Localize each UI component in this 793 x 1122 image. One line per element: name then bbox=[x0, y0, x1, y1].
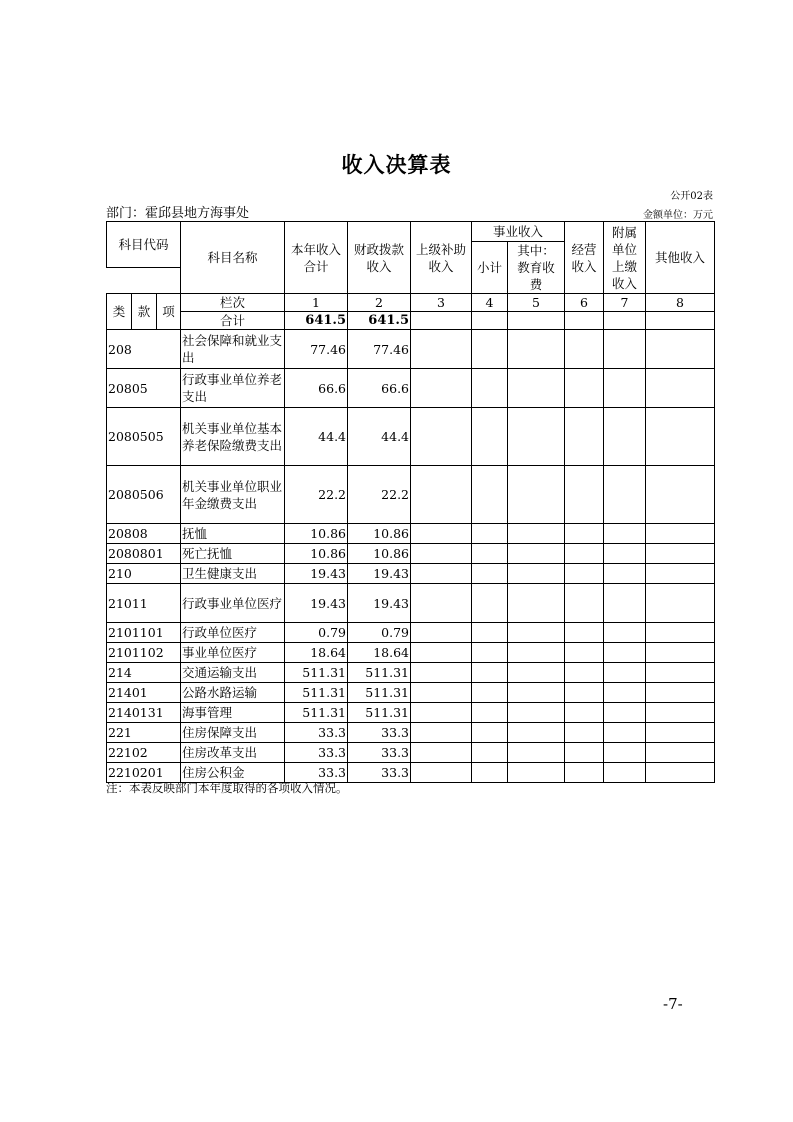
empty-cell bbox=[646, 643, 715, 663]
row-income: 10.86 bbox=[285, 524, 348, 544]
table-note: 注：本表反映部门本年度取得的各项收入情况。 bbox=[106, 781, 348, 795]
empty-cell bbox=[411, 683, 472, 703]
empty-cell bbox=[565, 544, 604, 564]
row-code: 2101102 bbox=[107, 643, 181, 663]
table-row bbox=[107, 663, 715, 683]
row-income: 511.31 bbox=[285, 663, 348, 683]
empty-cell bbox=[411, 623, 472, 643]
col-num-2: 2 bbox=[348, 294, 411, 312]
row-name: 住房改革支出 bbox=[181, 743, 285, 763]
empty-cell bbox=[565, 369, 604, 408]
empty-cell bbox=[508, 584, 565, 623]
empty-cell bbox=[508, 723, 565, 743]
row-code: 2080801 bbox=[107, 544, 181, 564]
row-name: 交通运输支出 bbox=[181, 663, 285, 683]
row-name: 事业单位医疗 bbox=[181, 643, 285, 663]
row-fiscal: 77.46 bbox=[348, 330, 411, 369]
row-income: 22.2 bbox=[285, 466, 348, 524]
header-subject-code: 科目代码 bbox=[107, 222, 181, 268]
row-name: 海事管理 bbox=[181, 703, 285, 723]
empty-cell bbox=[565, 763, 604, 783]
empty-cell bbox=[508, 564, 565, 584]
empty-cell bbox=[411, 643, 472, 663]
row-code: 2080505 bbox=[107, 408, 181, 466]
table-row bbox=[107, 369, 715, 408]
row-code: 221 bbox=[107, 723, 181, 743]
empty-cell bbox=[565, 683, 604, 703]
empty-cell bbox=[508, 330, 565, 369]
row-name: 行政单位医疗 bbox=[181, 623, 285, 643]
col-num-5: 5 bbox=[508, 294, 565, 312]
empty-cell bbox=[646, 663, 715, 683]
empty-cell bbox=[508, 544, 565, 564]
empty-cell bbox=[411, 544, 472, 564]
empty-cell bbox=[646, 544, 715, 564]
row-name: 行政事业单位养老支出 bbox=[181, 369, 285, 408]
empty-cell bbox=[508, 643, 565, 663]
empty-cell bbox=[508, 663, 565, 683]
row-code: 2080506 bbox=[107, 466, 181, 524]
empty-cell bbox=[472, 663, 508, 683]
row-code: 210 bbox=[107, 564, 181, 584]
row-fiscal: 22.2 bbox=[348, 466, 411, 524]
table-row bbox=[107, 723, 715, 743]
empty-cell bbox=[604, 564, 646, 584]
row-name: 机关事业单位职业年金缴费支出 bbox=[181, 466, 285, 524]
col-num-1: 1 bbox=[285, 294, 348, 312]
form-number: 公开02表 bbox=[670, 191, 713, 202]
header-other: 其他收入 bbox=[646, 222, 715, 294]
empty-cell bbox=[565, 584, 604, 623]
table-row bbox=[107, 683, 715, 703]
table-row bbox=[107, 564, 715, 584]
row-income: 33.3 bbox=[285, 743, 348, 763]
empty-cell bbox=[472, 723, 508, 743]
total-income-value: 641.5 bbox=[285, 312, 348, 330]
header-subtotal: 小计 bbox=[472, 242, 508, 294]
row-fiscal: 511.31 bbox=[348, 683, 411, 703]
row-name: 行政事业单位医疗 bbox=[181, 584, 285, 623]
row-income: 19.43 bbox=[285, 564, 348, 584]
table-row bbox=[107, 466, 715, 524]
table-row bbox=[107, 544, 715, 564]
empty-cell bbox=[472, 743, 508, 763]
row-code: 208 bbox=[107, 330, 181, 369]
empty-cell bbox=[565, 564, 604, 584]
empty-cell bbox=[646, 330, 715, 369]
row-income: 18.64 bbox=[285, 643, 348, 663]
empty-cell bbox=[508, 369, 565, 408]
row-fiscal: 66.6 bbox=[348, 369, 411, 408]
table-row bbox=[107, 643, 715, 663]
empty-cell bbox=[565, 330, 604, 369]
row-code: 22102 bbox=[107, 743, 181, 763]
page-number: -7- bbox=[663, 995, 683, 1013]
empty-cell bbox=[604, 369, 646, 408]
empty-cell bbox=[472, 544, 508, 564]
row-name: 社会保障和就业支出 bbox=[181, 330, 285, 369]
empty-cell bbox=[472, 408, 508, 466]
empty-cell bbox=[646, 683, 715, 703]
empty-cell bbox=[472, 330, 508, 369]
empty-cell bbox=[646, 743, 715, 763]
header-business-income: 事业收入 bbox=[472, 222, 565, 242]
row-fiscal: 511.31 bbox=[348, 703, 411, 723]
empty-cell bbox=[565, 703, 604, 723]
col-num-4: 4 bbox=[472, 294, 508, 312]
empty-cell bbox=[411, 743, 472, 763]
empty-cell bbox=[565, 743, 604, 763]
empty-cell bbox=[472, 369, 508, 408]
row-code: 214 bbox=[107, 663, 181, 683]
row-fiscal: 33.3 bbox=[348, 743, 411, 763]
empty-cell bbox=[411, 663, 472, 683]
empty-cell bbox=[472, 564, 508, 584]
row-fiscal: 33.3 bbox=[348, 763, 411, 783]
empty-cell bbox=[508, 466, 565, 524]
empty-cell bbox=[508, 743, 565, 763]
table-row bbox=[107, 584, 715, 623]
row-code: 20808 bbox=[107, 524, 181, 544]
table-row bbox=[107, 408, 715, 466]
table-row bbox=[107, 330, 715, 369]
empty-cell bbox=[646, 369, 715, 408]
empty-cell bbox=[411, 330, 472, 369]
row-code: 21011 bbox=[107, 584, 181, 623]
row-name: 公路水路运输 bbox=[181, 683, 285, 703]
row-income: 33.3 bbox=[285, 723, 348, 743]
header-fiscal: 财政拨款收入 bbox=[348, 222, 411, 294]
header-education-fee: 其中：教育收费 bbox=[508, 242, 565, 294]
row-name: 卫生健康支出 bbox=[181, 564, 285, 584]
total-fiscal-value: 641.5 bbox=[348, 312, 411, 330]
empty-cell bbox=[411, 584, 472, 623]
row-income: 19.43 bbox=[285, 584, 348, 623]
empty-cell bbox=[565, 408, 604, 466]
empty-cell bbox=[604, 330, 646, 369]
empty-cell bbox=[472, 623, 508, 643]
empty-cell bbox=[411, 524, 472, 544]
empty-cell bbox=[508, 408, 565, 466]
col-num-8: 8 bbox=[646, 294, 715, 312]
empty-cell bbox=[565, 524, 604, 544]
empty-cell bbox=[565, 723, 604, 743]
empty-cell bbox=[411, 408, 472, 466]
empty-cell bbox=[472, 683, 508, 703]
header-kuan: 款 bbox=[132, 294, 157, 330]
column-number-label: 栏次 bbox=[181, 294, 285, 312]
row-fiscal: 19.43 bbox=[348, 564, 411, 584]
empty-cell bbox=[565, 663, 604, 683]
empty-cell bbox=[508, 763, 565, 783]
empty-cell bbox=[646, 564, 715, 584]
empty-cell bbox=[604, 743, 646, 763]
row-code: 2140131 bbox=[107, 703, 181, 723]
header-affiliated: 附属单位上缴收入 bbox=[604, 222, 646, 294]
empty-cell bbox=[646, 703, 715, 723]
row-code: 2210201 bbox=[107, 763, 181, 783]
row-fiscal: 10.86 bbox=[348, 544, 411, 564]
row-fiscal: 33.3 bbox=[348, 723, 411, 743]
empty-cell bbox=[472, 524, 508, 544]
empty-cell bbox=[565, 623, 604, 643]
income-table bbox=[106, 221, 715, 783]
table-row bbox=[107, 703, 715, 723]
empty-cell bbox=[604, 466, 646, 524]
header-xiang: 项 bbox=[157, 294, 181, 330]
row-income: 0.79 bbox=[285, 623, 348, 643]
row-fiscal: 18.64 bbox=[348, 643, 411, 663]
col-num-3: 3 bbox=[411, 294, 472, 312]
row-name: 抚恤 bbox=[181, 524, 285, 544]
empty-cell bbox=[604, 623, 646, 643]
empty-cell bbox=[411, 369, 472, 408]
empty-cell bbox=[604, 763, 646, 783]
empty-cell bbox=[565, 643, 604, 663]
empty-cell bbox=[646, 584, 715, 623]
row-fiscal: 44.4 bbox=[348, 408, 411, 466]
header-lei: 类 bbox=[107, 294, 132, 330]
col-num-6: 6 bbox=[565, 294, 604, 312]
col-num-7: 7 bbox=[604, 294, 646, 312]
empty-cell bbox=[472, 703, 508, 723]
empty-cell bbox=[508, 683, 565, 703]
header-operating: 经营收入 bbox=[565, 222, 604, 294]
row-income: 33.3 bbox=[285, 763, 348, 783]
table-row bbox=[107, 623, 715, 643]
empty-cell bbox=[646, 466, 715, 524]
department-label: 部门：霍邱县地方海事处 bbox=[106, 206, 250, 221]
total-label: 合计 bbox=[181, 312, 285, 330]
empty-cell bbox=[472, 763, 508, 783]
row-name: 死亡抚恤 bbox=[181, 544, 285, 564]
row-income: 511.31 bbox=[285, 683, 348, 703]
row-fiscal: 0.79 bbox=[348, 623, 411, 643]
empty-cell bbox=[411, 763, 472, 783]
row-name: 住房保障支出 bbox=[181, 723, 285, 743]
empty-cell bbox=[646, 524, 715, 544]
empty-cell bbox=[508, 703, 565, 723]
empty-cell bbox=[646, 408, 715, 466]
header-superior-subsidy: 上级补助收入 bbox=[411, 222, 472, 294]
row-income: 44.4 bbox=[285, 408, 348, 466]
row-code: 2101101 bbox=[107, 623, 181, 643]
empty-cell bbox=[604, 683, 646, 703]
row-name: 机关事业单位基本养老保险缴费支出 bbox=[181, 408, 285, 466]
header-total-income: 本年收入合计 bbox=[285, 222, 348, 294]
table-row bbox=[107, 524, 715, 544]
empty-cell bbox=[646, 763, 715, 783]
header-subject-name: 科目名称 bbox=[181, 222, 285, 294]
table-row bbox=[107, 743, 715, 763]
empty-cell bbox=[472, 466, 508, 524]
empty-cell bbox=[604, 544, 646, 564]
row-code: 20805 bbox=[107, 369, 181, 408]
empty-cell bbox=[604, 703, 646, 723]
empty-cell bbox=[472, 584, 508, 623]
empty-cell bbox=[565, 466, 604, 524]
row-fiscal: 10.86 bbox=[348, 524, 411, 544]
empty-cell bbox=[508, 623, 565, 643]
empty-cell bbox=[411, 466, 472, 524]
empty-cell bbox=[604, 408, 646, 466]
empty-cell bbox=[646, 623, 715, 643]
unit-label: 金额单位：万元 bbox=[643, 210, 713, 221]
row-income: 10.86 bbox=[285, 544, 348, 564]
empty-cell bbox=[411, 723, 472, 743]
empty-cell bbox=[604, 524, 646, 544]
empty-cell bbox=[604, 723, 646, 743]
row-fiscal: 511.31 bbox=[348, 663, 411, 683]
row-fiscal: 19.43 bbox=[348, 584, 411, 623]
empty-cell bbox=[604, 663, 646, 683]
empty-cell bbox=[508, 524, 565, 544]
row-code: 21401 bbox=[107, 683, 181, 703]
row-income: 66.6 bbox=[285, 369, 348, 408]
page-title: 收入决算表 bbox=[341, 152, 452, 177]
empty-cell bbox=[604, 584, 646, 623]
empty-cell bbox=[472, 643, 508, 663]
row-name: 住房公积金 bbox=[181, 763, 285, 783]
empty-cell bbox=[646, 723, 715, 743]
row-income: 511.31 bbox=[285, 703, 348, 723]
empty-cell bbox=[411, 703, 472, 723]
empty-cell bbox=[411, 564, 472, 584]
empty-cell bbox=[604, 643, 646, 663]
row-income: 77.46 bbox=[285, 330, 348, 369]
